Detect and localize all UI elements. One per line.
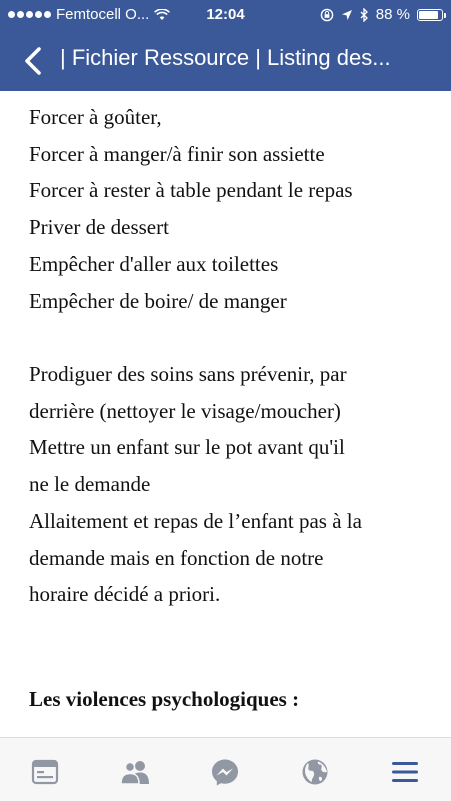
paragraph-constraints — [29, 99, 439, 319]
tab-menu[interactable] — [385, 752, 425, 792]
app-header — [0, 0, 451, 91]
clock: 12:04 — [206, 6, 245, 23]
text-line: Prodiguer des soins sans prévenir, par — [29, 362, 347, 386]
status-icons — [320, 6, 443, 23]
battery-level-fill — [419, 11, 438, 19]
text-line: Forcer à goûter, — [29, 105, 162, 129]
section-heading: Les violences psychologiques : — [29, 687, 300, 711]
article-content — [0, 91, 451, 737]
bluetooth-icon — [360, 8, 369, 22]
tab-friends[interactable] — [115, 752, 155, 792]
tab-news-feed[interactable] — [25, 752, 65, 792]
status-bar — [0, 0, 451, 30]
news-feed-icon — [30, 757, 60, 787]
navigation-bar — [0, 32, 451, 88]
text-line: derrière (nettoyer le visage/moucher) — [29, 398, 341, 423]
carrier-name: Femtocell O... — [56, 6, 150, 23]
globe-icon — [300, 757, 330, 787]
text-line: horaire décidé a priori. — [29, 582, 221, 607]
text-line: Mettre un enfant sur le pot avant qu'il — [29, 435, 345, 460]
menu-icon — [390, 757, 420, 787]
back-chevron-icon[interactable] — [18, 44, 48, 78]
text-line: ne le demande — [29, 472, 151, 497]
page-title: | Fichier Ressource | Listing des... — [60, 45, 391, 70]
text-line: demande mais en fonction de notre — [29, 545, 324, 570]
location-icon — [341, 9, 353, 21]
text-line: Empêcher d'aller aux toilettes — [29, 251, 279, 276]
bottom-tab-bar — [0, 737, 451, 801]
messenger-icon — [210, 757, 240, 787]
paragraph-care — [29, 356, 439, 613]
friends-icon — [120, 757, 150, 787]
text-line: Forcer à manger/à finir son assiette — [29, 141, 325, 166]
tab-messenger[interactable] — [205, 752, 245, 792]
battery-percent: 88 % — [375, 6, 410, 23]
tab-notifications[interactable] — [295, 752, 335, 792]
text-line: Priver de dessert — [29, 215, 169, 240]
text-line: Empêcher de boire/ de manger — [29, 288, 287, 313]
orientation-lock-icon — [320, 8, 334, 22]
battery-icon — [417, 9, 443, 21]
text-line: Allaitement et repas de l’enfant pas à la — [29, 508, 362, 533]
text-line: Forcer à rester à table pendant le repas — [29, 178, 353, 203]
